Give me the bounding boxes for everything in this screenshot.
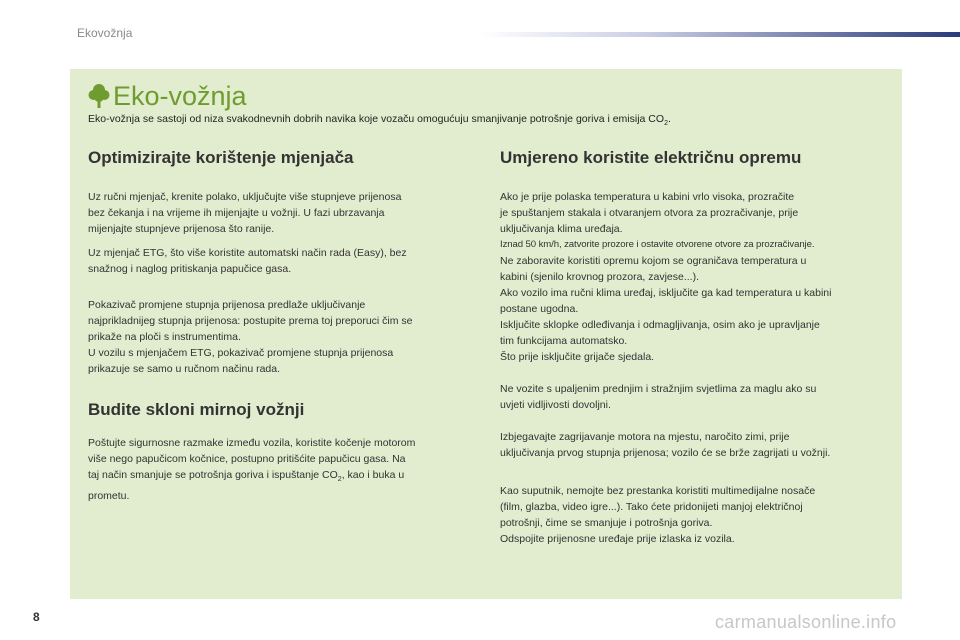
intro-main: Eko-vožnja se sastoji od niza svakodnevnih dobrih navika koje vozaču omogućuju smanjivanje potrošnje goriva i emisija CO: [88, 113, 665, 125]
text-line: mijenjajte stupnjeve prijenosa što ranije.: [88, 223, 275, 235]
co2-subscript: 2: [337, 476, 342, 484]
heading-calm-driving: Budite skloni mirnoj vožnji: [88, 400, 305, 419]
text-line: je spuštanjem stakala i otvaranjem otvora za prozračivanje, prije: [500, 207, 799, 219]
text-line: Uz mjenjač ETG, što više koristite automatski način rada (Easy), bez: [88, 247, 407, 259]
heading-electrical-equipment: Umjereno koristite električnu opremu: [500, 148, 802, 167]
text-line: Što prije isključite grijače sjedala.: [500, 351, 655, 363]
section-title: Eko-vožnja: [113, 81, 247, 111]
text-line: uključivanja prvog stupnja prijenosa; vozilo će se brže zagrijati u vožnji.: [500, 447, 831, 459]
paragraph-cabin-climate: [500, 189, 890, 365]
text-line: U vozilu s mjenjačem ETG, pokazivač promjene stupnja prijenosa: [88, 347, 394, 359]
text-line: tim funkcijama automatsko.: [500, 335, 628, 347]
text-line: prikaže na ploči s instrumentima.: [88, 331, 241, 343]
text-line: uvjeti vidljivosti dovoljni.: [500, 399, 611, 411]
paragraph-manual-gearbox: [88, 189, 478, 237]
paragraph-engine-warmup: [500, 429, 890, 461]
text-segment: taj način smanjuje se potrošnja goriva i ispuštanje CO: [88, 469, 338, 481]
text-line: više nego papučicom kočnice, postupno pritišćite papučicu gasa. Na: [88, 453, 406, 465]
watermark: carmanualsonline.info: [715, 612, 897, 632]
text-line: najprikladnijeg stupnja prijenosa: postupite prema toj preporuci čim se: [88, 315, 413, 327]
text-line: potrošnji, čime se smanjuje i potrošnja goriva.: [500, 517, 713, 529]
paragraph-multimedia: [500, 483, 890, 547]
section-heading: [88, 81, 247, 111]
text-line: Ne vozite s upaljenim prednjim i stražnjim svjetlima za maglu ako su: [500, 383, 817, 395]
text-line: [88, 467, 478, 488]
text-line: Ako vozilo ima ručni klima uređaj, isključite ga kad temperatura u kabini: [500, 287, 832, 299]
text-line: Ako je prije polaska temperatura u kabini vrlo visoka, prozračite: [500, 191, 795, 203]
tree-icon: [88, 83, 110, 109]
paragraph-fog-lights: [500, 381, 890, 413]
text-line: Uz ručni mjenjač, krenite polako, uključujte više stupnjeve prijenosa: [88, 191, 402, 203]
text-line: Iznad 50 km/h, zatvorite prozore i ostavite otvorene otvore za prozračivanje.: [500, 239, 815, 250]
text-line: Ne zaboravite koristiti opremu kojom se ograničava temperatura u: [500, 255, 807, 267]
text-line: kabini (sjenilo krovnog prozora, zavjese...).: [500, 271, 700, 283]
header-title: Ekovožnja: [77, 26, 133, 40]
paragraph-calm-driving: [88, 435, 478, 504]
text-line: Izbjegavajte zagrijavanje motora na mjestu, naročito zimi, prije: [500, 431, 790, 443]
intro-end: .: [667, 113, 671, 125]
intro-subscript: 2: [664, 120, 668, 128]
text-line: snažnog i naglog pritiskanja papučice gasa.: [88, 263, 292, 275]
text-line: Kao suputnik, nemojte bez prestanka koristiti multimedijalne nosače: [500, 485, 816, 497]
text-line: uključivanja klima uređaja.: [500, 223, 623, 235]
paragraph-etg-gearbox: [88, 245, 478, 277]
text-line: Poštujte sigurnosne razmake između vozila, koristite kočenje motorom: [88, 437, 416, 449]
text-line: Odspojite prijenosne uređaje prije izlaska iz vozila.: [500, 533, 735, 545]
right-column: [500, 147, 890, 547]
text-line: Isključite sklopke odleđivanja i odmagljivanja, osim ako je upravljanje: [500, 319, 820, 331]
text-line: prometu.: [88, 490, 130, 503]
text-line: prikazuje se samo u ručnom načinu rada.: [88, 363, 281, 375]
paragraph-gear-indicator: [88, 297, 478, 377]
text-line: (film, glazba, video igre...). Tako ćete pridonijeti manjoj električnoj: [500, 501, 803, 513]
page-number: 8: [33, 610, 40, 624]
text-segment: , kao i buka u: [341, 469, 405, 481]
text-line: Pokazivač promjene stupnja prijenosa predlaže uključivanje: [88, 299, 366, 311]
header-rule: [480, 32, 960, 37]
text-line: bez čekanja i na vrijeme ih mijenjajte u vožnji. U fazi ubrzavanja: [88, 207, 385, 219]
heading-gearbox: Optimizirajte korištenje mjenjača: [88, 148, 354, 167]
left-column: [88, 147, 478, 504]
text-line: postane ugodna.: [500, 303, 579, 315]
intro-text: [88, 112, 888, 131]
